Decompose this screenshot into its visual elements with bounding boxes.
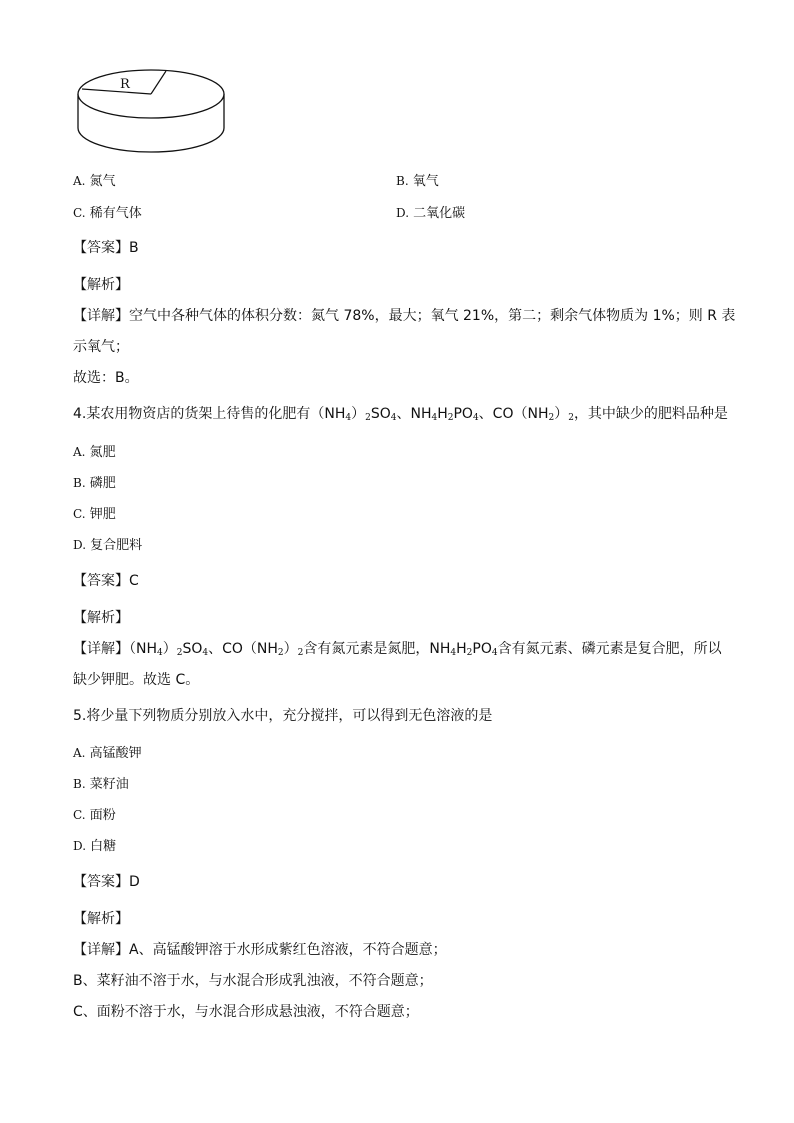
q5-analysis-heading: 【解析】	[73, 911, 129, 927]
q5-detail-line-1: 【详解】A、高锰酸钾溶于水形成紫红色溶液，不符合题意；	[73, 942, 447, 958]
q3-detail-line-1: 【详解】空气中各种气体的体积分数：氮气 78%，最大；氧气 21%，第二；剩余气体物质为 1%；则 R 表	[73, 308, 736, 324]
pie-cylinder-figure	[76, 66, 228, 156]
q5-detail-line-2: B、菜籽油不溶于水，与水混合形成乳浊液，不符合题意；	[73, 973, 433, 989]
q3-option-a: A. 氮气	[73, 174, 116, 189]
q4-detail-line-1: 【详解】$(NH_4)_2SO_4$、$CO(NH_2)_2$含有氮元素是氮肥，$NH_4H_2PO_4$含有氮元素、磷元素是复合肥，所以	[73, 641, 722, 658]
sector-label-r: R	[120, 77, 130, 92]
q4-analysis-heading: 【解析】	[73, 610, 129, 626]
q3-detail-line-2: 示氧气；	[73, 339, 129, 355]
q4-option-b: B. 磷肥	[73, 476, 116, 491]
q5-option-d: D. 白糖	[73, 839, 117, 854]
q4-question: 4.某农用物资店的货架上待售的化肥有$(NH_4)_2SO_4$、$NH_4H_2PO_4$、$CO(NH_2)_2$，其中缺少的肥料品种是	[73, 406, 728, 423]
q4-answer: 【答案】C	[73, 573, 139, 589]
q3-analysis-heading: 【解析】	[73, 277, 129, 293]
q3-option-b: B. 氧气	[396, 174, 439, 189]
q5-option-b: B. 菜籽油	[73, 777, 129, 792]
q3-option-c: C. 稀有气体	[73, 206, 142, 221]
q5-answer: 【答案】D	[73, 874, 140, 890]
q3-conclusion: 故选：B。	[73, 370, 139, 386]
q5-option-c: C. 面粉	[73, 808, 116, 823]
q4-option-a: A. 氮肥	[73, 445, 116, 460]
q4-detail-line-2: 缺少钾肥。故选 C。	[73, 672, 200, 688]
q5-detail-line-3: C、面粉不溶于水，与水混合形成悬浊液，不符合题意；	[73, 1004, 419, 1020]
q5-question: 5.将少量下列物质分别放入水中，充分搅拌，可以得到无色溶液的是	[73, 708, 493, 724]
q4-option-c: C. 钾肥	[73, 507, 116, 522]
q5-option-a: A. 高锰酸钾	[73, 746, 142, 761]
q3-option-d: D. 二氧化碳	[396, 206, 466, 221]
q4-option-d: D. 复合肥料	[73, 538, 143, 553]
q3-answer: 【答案】B	[73, 240, 139, 256]
